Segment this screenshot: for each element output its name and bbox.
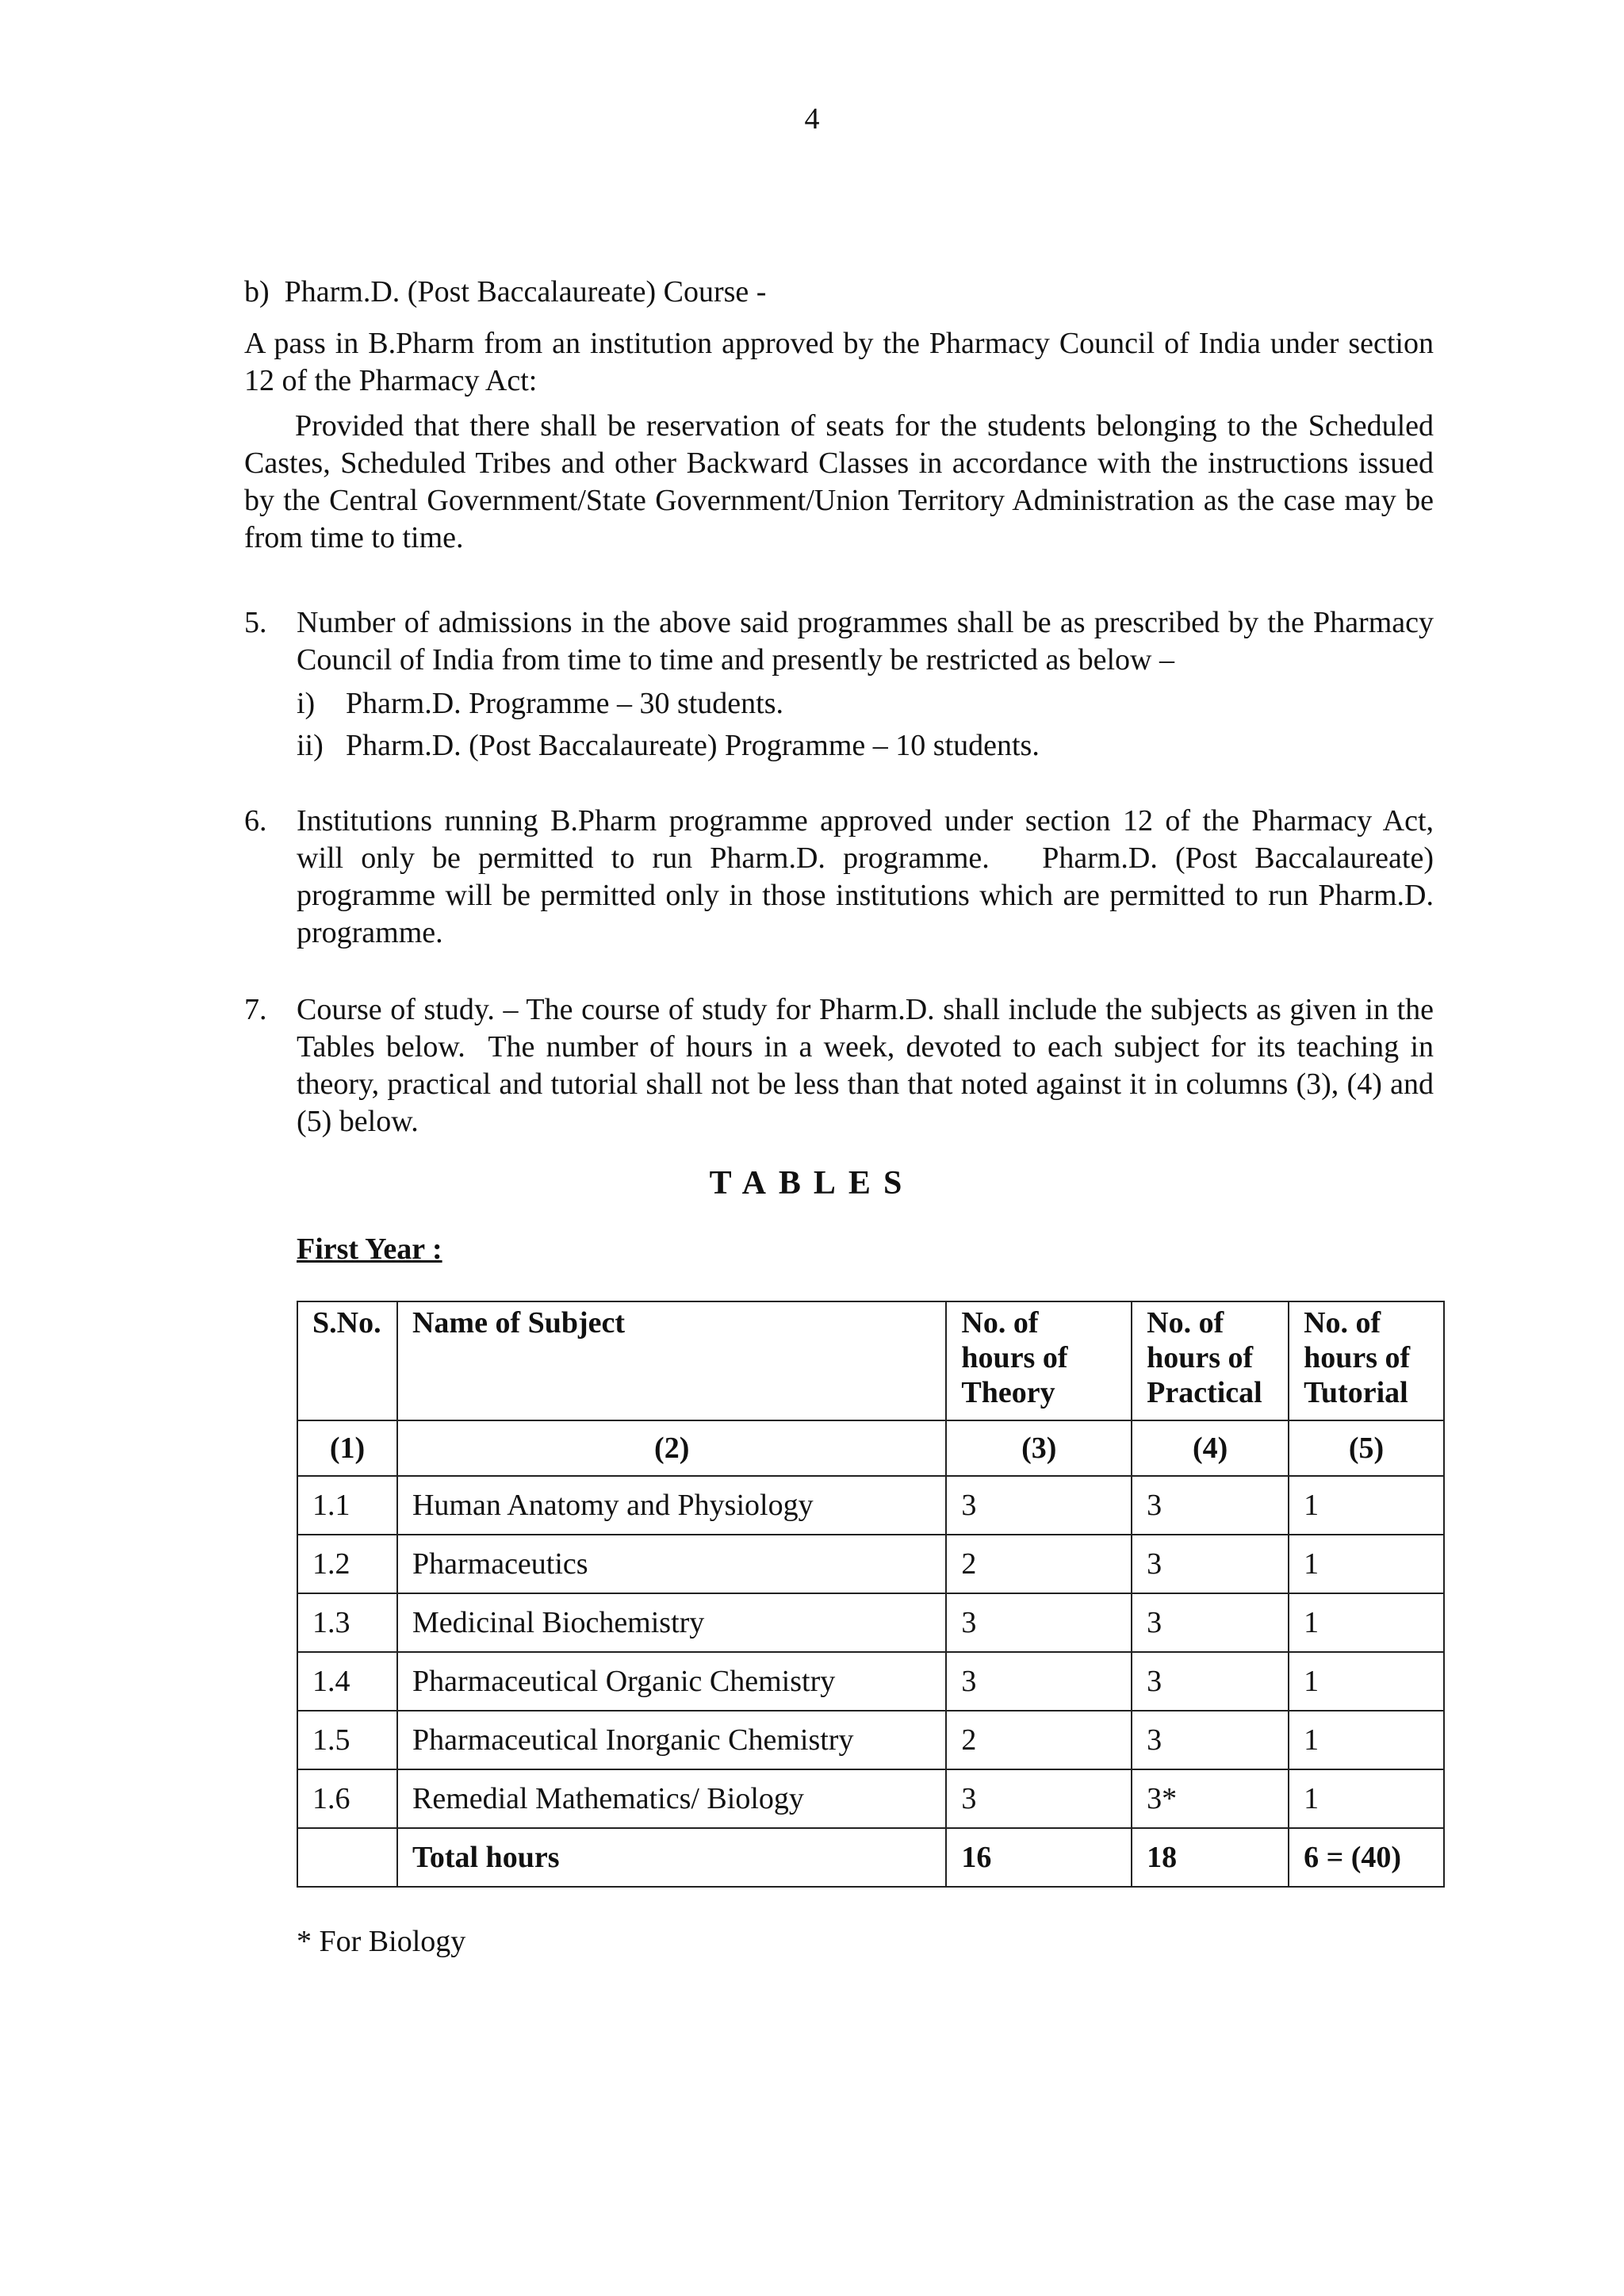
cell-practical: 3 [1132, 1711, 1289, 1769]
cell-tutorial: 1 [1289, 1652, 1444, 1711]
cell-tutorial: 1 [1289, 1593, 1444, 1652]
cell-sno: 1.6 [297, 1769, 397, 1828]
total-label: Total hours [397, 1828, 946, 1887]
table-row [297, 1593, 1444, 1652]
cell-tutorial: 1 [1289, 1711, 1444, 1769]
item-7-text: Course of study. – The course of study for Pharm.D. shall include the subjects as given in the Tables below. The number of hours in a week, devoted to each subject for its teaching in theory, practical and tutorial shall not be less than that noted against it in columns (3), (4) and (5) below. [297, 993, 1434, 1138]
item-5-sub-1-text: Pharm.D. Programme – 30 students. [346, 687, 784, 720]
cell-theory: 3 [946, 1652, 1132, 1711]
footnote: * For Biology [297, 1925, 466, 1958]
total-tutorial: 6 = (40) [1289, 1828, 1444, 1887]
cell-sno: 1.5 [297, 1711, 397, 1769]
item-6-text: Institutions running B.Pharm programme approved under section 12 of the Pharmacy Act, will only be permitted to run Pharm.D. programme. Pharm.D. (Post Baccalaureate) programme will be permitted only in those institutions which are permitted to run Pharm.D. programme. [297, 804, 1434, 949]
cell-practical: 3 [1132, 1535, 1289, 1593]
cell-subject: Pharmaceutics [397, 1535, 946, 1593]
cell-theory: 2 [946, 1535, 1132, 1593]
cell-theory: 2 [946, 1711, 1132, 1769]
item-7-number: 7. [244, 993, 267, 1026]
cell-sno: 1.4 [297, 1652, 397, 1711]
col-number: (5) [1289, 1420, 1444, 1476]
header-practical: No. of hours of Practical [1132, 1301, 1289, 1420]
cell-subject: Remedial Mathematics/ Biology [397, 1769, 946, 1828]
header-subject: Name of Subject [397, 1301, 946, 1420]
table-row [297, 1535, 1444, 1593]
section-b-para2: Provided that there shall be reservation of seats for the students belonging to the Scheduled Castes, Scheduled Tribes and other Backward Classes in accordance with the instructions issued by the Central Government/State Government/Union Territory Administration as the case may be from time to time. [244, 409, 1434, 554]
table-total-row [297, 1828, 1444, 1887]
item-6-number: 6. [244, 804, 267, 838]
cell-practical: 3 [1132, 1593, 1289, 1652]
table-row [297, 1769, 1444, 1828]
cell-theory: 3 [946, 1593, 1132, 1652]
item-6 [244, 803, 1434, 952]
cell-practical: 3* [1132, 1769, 1289, 1828]
table-row [297, 1711, 1444, 1769]
cell-theory: 3 [946, 1476, 1132, 1535]
col-number: (1) [297, 1420, 397, 1476]
total-practical: 18 [1132, 1828, 1289, 1887]
item-5-number: 5. [244, 606, 267, 639]
cell-subject: Human Anatomy and Physiology [397, 1476, 946, 1535]
cell-tutorial: 1 [1289, 1535, 1444, 1593]
section-b [244, 274, 1434, 557]
cell-theory: 3 [946, 1769, 1132, 1828]
cell-subject: Pharmaceutical Inorganic Chemistry [397, 1711, 946, 1769]
cell-practical: 3 [1132, 1652, 1289, 1711]
cell-tutorial: 1 [1289, 1476, 1444, 1535]
item-5-text: Number of admissions in the above said programmes shall be as prescribed by the Pharmacy Council of India from time to time and presently be restricted as below – [297, 606, 1434, 677]
col-number: (4) [1132, 1420, 1289, 1476]
section-b-para1: A pass in B.Pharm from an institution approved by the Pharmacy Council of India under section 12 of the Pharmacy Act: [244, 327, 1434, 397]
cell-practical: 3 [1132, 1476, 1289, 1535]
cell-sno: 1.3 [297, 1593, 397, 1652]
table-header-row [297, 1301, 1444, 1420]
item-5-sub-2-text: Pharm.D. (Post Baccalaureate) Programme – 10 students. [346, 729, 1040, 762]
cell-sno: 1.1 [297, 1476, 397, 1535]
table-column-numbers-row [297, 1420, 1444, 1476]
cell-sno: 1.2 [297, 1535, 397, 1593]
item-7 [244, 991, 1434, 1140]
item-5-sub-2-key: ii) [297, 729, 324, 762]
tables-heading: TABLES [709, 1165, 915, 1202]
section-b-title: b) Pharm.D. (Post Baccalaureate) Course - [244, 275, 767, 309]
cell-tutorial: 1 [1289, 1769, 1444, 1828]
item-5-sub-1-key: i) [297, 687, 316, 720]
table-row [297, 1476, 1444, 1535]
col-number: (3) [946, 1420, 1132, 1476]
total-theory: 16 [946, 1828, 1132, 1887]
header-theory: No. of hours of Theory [946, 1301, 1132, 1420]
header-tutorial: No. of hours of Tutorial [1289, 1301, 1444, 1420]
first-year-table [297, 1301, 1445, 1888]
item-5-sub-2 [297, 727, 1434, 765]
item-5 [244, 604, 1434, 765]
total-sno [297, 1828, 397, 1887]
cell-subject: Medicinal Biochemistry [397, 1593, 946, 1652]
page-number: 4 [804, 102, 820, 136]
col-number: (2) [397, 1420, 946, 1476]
item-5-sub-1 [297, 685, 1434, 723]
header-sno: S.No. [297, 1301, 397, 1420]
table-row [297, 1652, 1444, 1711]
first-year-label: First Year : [297, 1232, 442, 1266]
cell-subject: Pharmaceutical Organic Chemistry [397, 1652, 946, 1711]
